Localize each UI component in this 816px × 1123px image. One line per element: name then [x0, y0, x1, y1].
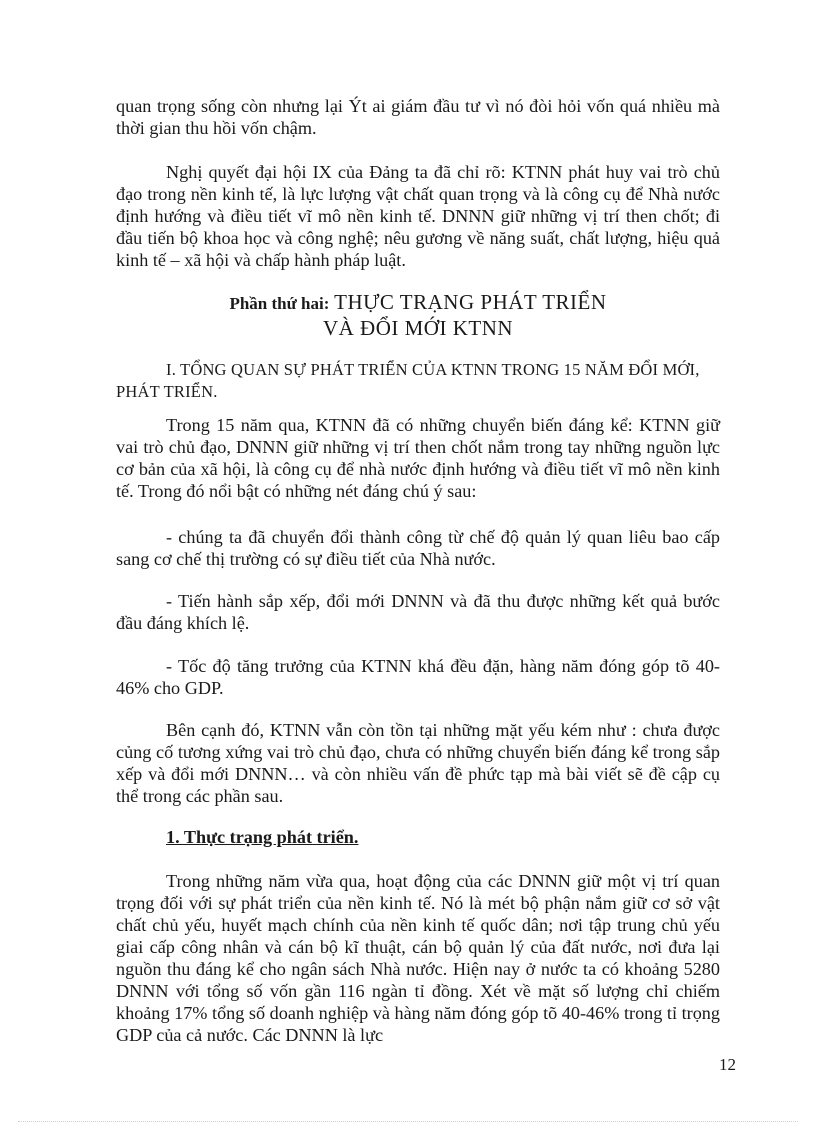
part-heading-line1: THỰC TRẠNG PHÁT TRIỂN: [334, 290, 607, 314]
part-heading-lead: Phần thứ hai:: [229, 294, 330, 313]
paragraph-6: - Tốc độ tăng trưởng của KTNN khá đều đặn, hàng năm đóng góp tõ 40-46% cho GDP.: [116, 656, 720, 698]
subsection-title: 1. Thực trạng phát triển.: [166, 827, 359, 847]
part-heading: [116, 290, 720, 342]
paragraph-1: quan trọng sống còn nhưng lại Ýt ai giám đầu tư vì nó đòi hỏi vốn quá nhiều mà thời gian thu hồi vốn chậm.: [116, 96, 720, 138]
paragraph-7: Bên cạnh đó, KTNN vẫn còn tồn tại những mặt yếu kém như : chưa được củng cố tương xứng vai trò chủ đạo, chưa có những chuyển biến đáng kể trong sắp xếp và đổi mới DNNN… và còn nhiều vấn đề phức tạp mà bài viết sẽ đề cập cụ thể trong các phần sau.: [116, 720, 720, 806]
paragraph-3: Trong 15 năm qua, KTNN đã có những chuyển biến đáng kể: KTNN giữ vai trò chủ đạo, DNNN giữ những vị trí then chốt nắm trong tay những nguồn lực cơ bản của xã hội, là công cụ để nhà nước định hướng và điều tiết vĩ mô nền kinh tế. Trong đó nổi bật có những nét đáng chú ý sau:: [116, 415, 720, 501]
paragraph-2: Nghị quyết đại hội IX của Đảng ta đã chỉ rõ: KTNN phát huy vai trò chủ đạo trong nền kinh tế, là lực lượng vật chất quan trọng và là công cụ để Nhà nước định hướng và điều tiết vĩ mô nền kinh tế. DNNN giữ những vị trí then chốt; đi đầu tiến bộ khoa học và công nghệ; nêu gương về năng suất, chất lượng, hiệu quả kinh tế – xã hội và chấp hành pháp luật.: [116, 162, 720, 270]
page-bottom-border: [18, 1121, 798, 1122]
part-heading-line2: VÀ ĐỔI MỚI KTNN: [322, 316, 514, 340]
page-number: 12: [719, 1055, 736, 1074]
paragraph-5: - Tiến hành sắp xếp, đổi mới DNNN và đã thu được những kết quả bước đầu đáng khích lệ.: [116, 591, 720, 633]
paragraph-8: Trong những năm vừa qua, hoạt động của các DNNN giữ một vị trí quan trọng đối với sự phát triển của nền kinh tế. Nó là mét bộ phận nắm giữ cơ sở vật chất chủ yếu, huyết mạch chính của nền kinh tế quốc dân; nơi tập trung chủ yếu giai cấp công nhân và cán bộ kĩ thuật, cán bộ quản lý của đất nước, nơi đưa lại nguồn thu đáng kể cho ngân sách Nhà nước. Hiện nay ở nước ta có khoảng 5280 DNNN với tổng số vốn gần 116 ngàn tỉ đồng. Xét về mặt số lượng chỉ chiếm khoảng 17% tổng số doanh nghiệp và hàng năm đóng góp tõ 40-46% trong tỉ trọng GDP của cả nước. Các DNNN là lực: [116, 871, 720, 1045]
paragraph-4: - chúng ta đã chuyển đổi thành công từ chế độ quản lý quan liêu bao cấp sang cơ chế thị trường có sự điều tiết của Nhà nước.: [116, 527, 720, 569]
section-title: I. TỔNG QUAN SỰ PHÁT TRIỂN CỦA KTNN TRONG 15 NĂM ĐỔI MỚI, PHÁT TRIỂN.: [116, 360, 700, 401]
